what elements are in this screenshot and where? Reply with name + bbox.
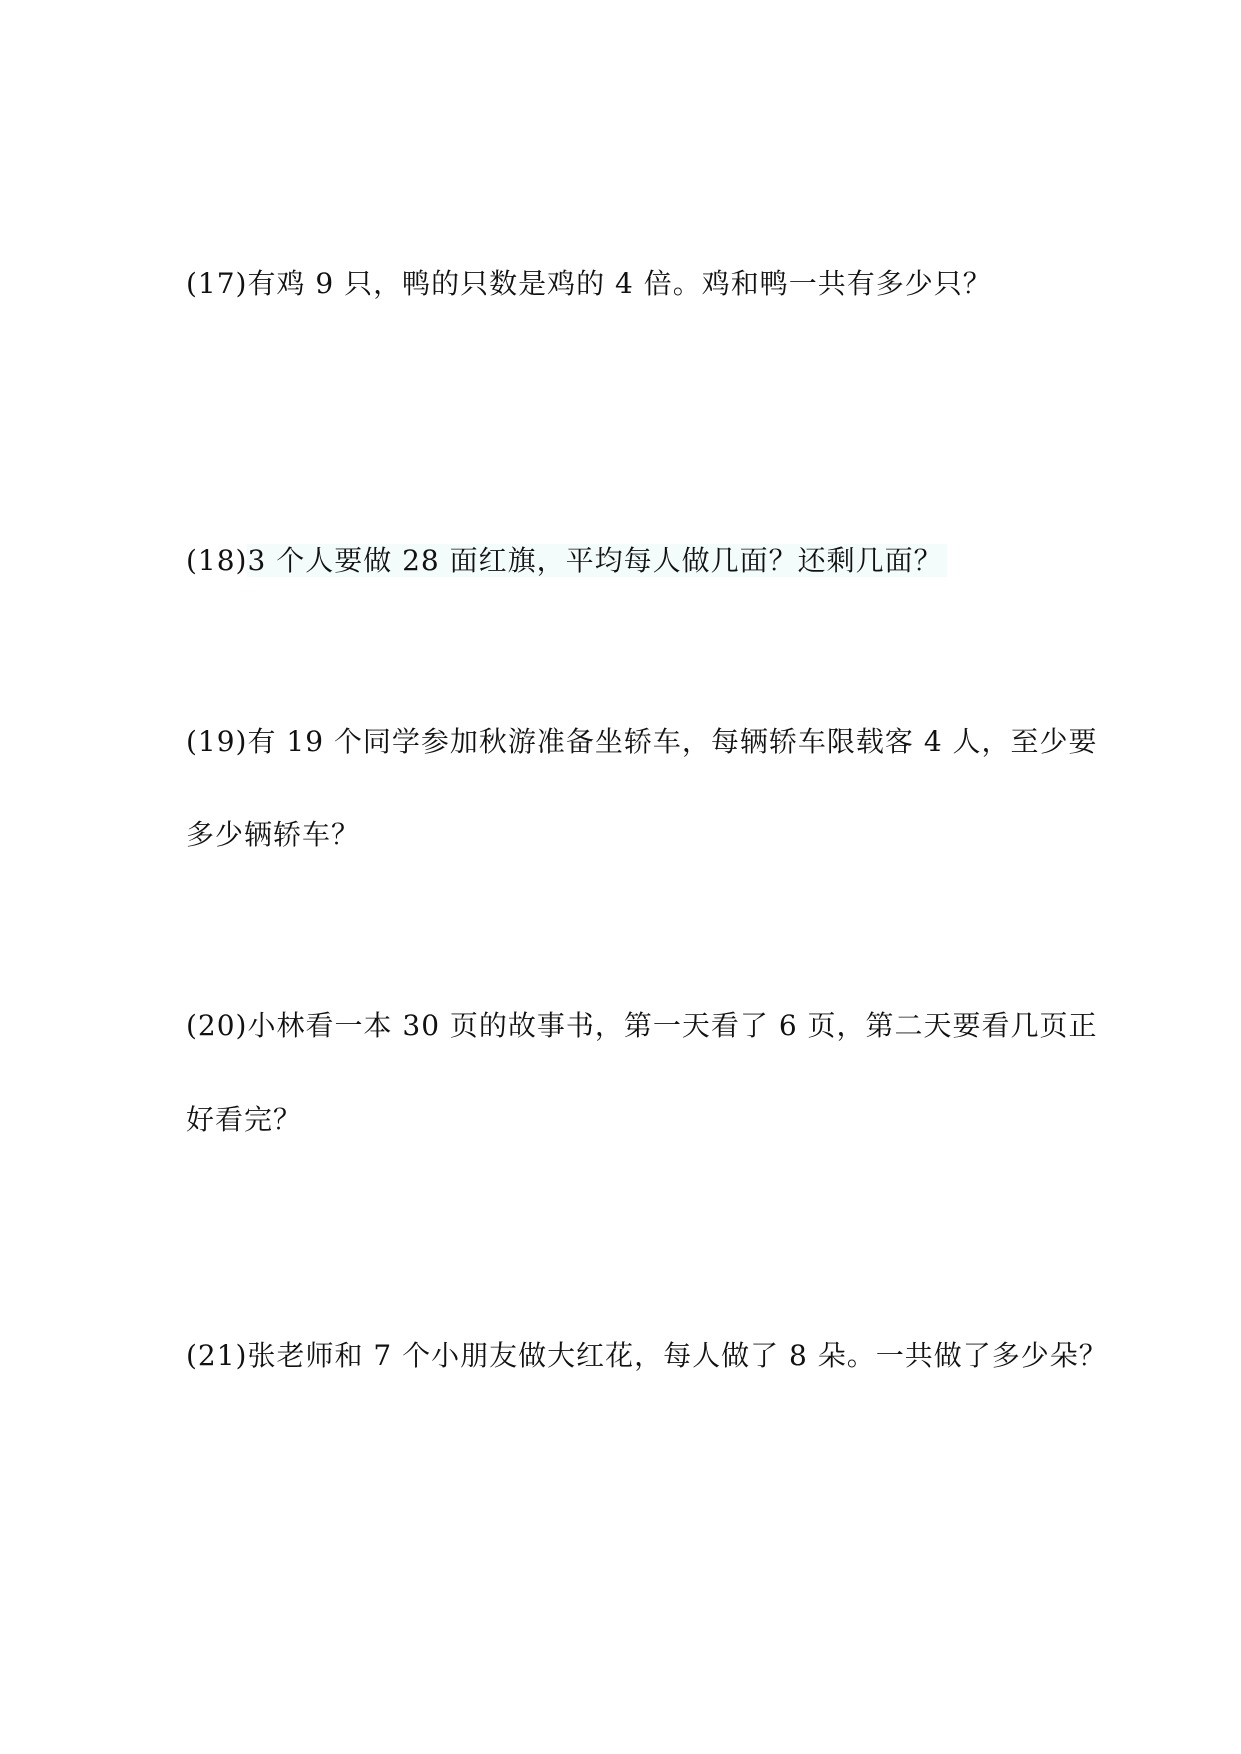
question-text: 3 个人要做 28 面红旗，平均每人做几面？还剩几面？: [247, 544, 946, 577]
question-text: 好看完？: [186, 1103, 303, 1136]
question-18: [186, 541, 947, 581]
question-20: [186, 1006, 1098, 1046]
question-17: [186, 264, 992, 304]
question-text: 小林看一本 30 页的故事书，第一天看了 6 页，第二天要看几页正: [247, 1009, 1098, 1042]
question-text: 有鸡 9 只，鸭的只数是鸡的 4 倍。鸡和鸭一共有多少只？: [247, 267, 992, 300]
question-number: (18): [186, 544, 248, 577]
question-19: [186, 722, 1098, 762]
question-20-continuation: [186, 1100, 302, 1140]
question-number: (21): [186, 1339, 248, 1372]
question-21: [186, 1336, 1108, 1376]
question-number: (17): [186, 267, 248, 300]
question-number: (19): [186, 725, 248, 758]
question-text: 多少辆轿车？: [186, 818, 361, 851]
question-text: 有 19 个同学参加秋游准备坐轿车，每辆轿车限载客 4 人，至少要: [247, 725, 1098, 758]
question-text: 张老师和 7 个小朋友做大红花，每人做了 8 朵。一共做了多少朵？: [247, 1339, 1108, 1372]
question-19-continuation: [186, 815, 360, 855]
question-number: (20): [186, 1009, 248, 1042]
